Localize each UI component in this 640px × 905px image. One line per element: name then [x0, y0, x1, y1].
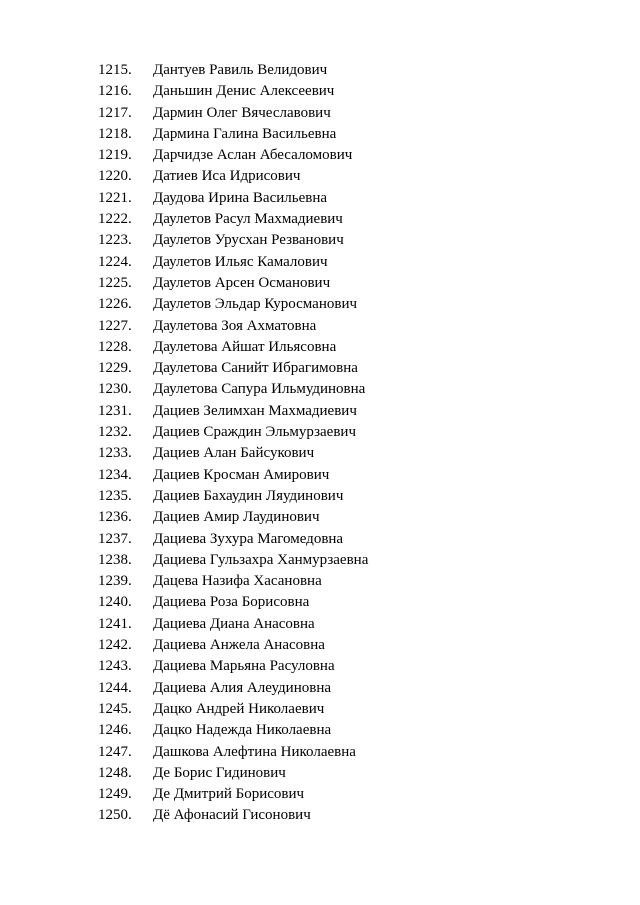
list-item — [98, 316, 368, 337]
list-item — [98, 592, 368, 613]
entry-name: Даулетова Сапура Ильмудиновна — [153, 381, 366, 398]
list-item — [98, 678, 368, 699]
entry-name: Даудова Ирина Васильевна — [153, 189, 328, 206]
entry-number: 1218. — [98, 125, 132, 142]
entry-name: Дациева Диана Анасовна — [153, 615, 315, 632]
list-item — [98, 507, 368, 528]
list-item — [98, 81, 368, 102]
list-item — [98, 401, 368, 422]
list-item — [98, 635, 368, 656]
entry-name: Дациев Зелимхан Махмадиевич — [153, 402, 357, 419]
list-item — [98, 571, 368, 592]
list-item — [98, 486, 368, 507]
entry-name: Дациев Сраждин Эльмурзаевич — [153, 424, 356, 441]
entry-number: 1220. — [98, 168, 132, 185]
list-item — [98, 209, 368, 230]
entry-name: Дацева Назифа Хасановна — [153, 573, 322, 590]
entry-number: 1242. — [98, 637, 132, 654]
entry-name: Дациева Гульзахра Ханмурзаевна — [153, 551, 369, 568]
entry-name: Даулетова Айшат Ильясовна — [153, 338, 337, 355]
entry-name: Даулетов Урусхан Резванович — [153, 232, 344, 249]
entry-number: 1227. — [98, 317, 132, 334]
entry-number: 1231. — [98, 402, 132, 419]
entry-number: 1238. — [98, 551, 132, 568]
list-item — [98, 379, 368, 400]
entry-name: Дациева Анжела Анасовна — [153, 637, 325, 654]
list-item — [98, 103, 368, 124]
entry-number: 1226. — [98, 296, 132, 313]
entry-number: 1249. — [98, 786, 132, 803]
list-item — [98, 337, 368, 358]
entry-number: 1245. — [98, 700, 132, 717]
entry-number: 1221. — [98, 189, 132, 206]
entry-name: Дармин Олег Вячеславович — [153, 104, 331, 121]
list-item — [98, 188, 368, 209]
entry-name: Де Борис Гидинович — [153, 764, 286, 781]
entry-number: 1217. — [98, 104, 132, 121]
entry-number: 1235. — [98, 487, 132, 504]
entry-number: 1228. — [98, 338, 132, 355]
entry-number: 1250. — [98, 807, 132, 824]
entry-name: Дацко Надежда Николаевна — [153, 722, 332, 739]
entry-name: Де Дмитрий Борисович — [153, 786, 305, 803]
entry-name: Дацко Андрей Николаевич — [153, 700, 325, 717]
list-item — [98, 763, 368, 784]
entry-number: 1236. — [98, 509, 132, 526]
entry-name: Дациев Кросман Амирович — [153, 466, 330, 483]
entry-number: 1244. — [98, 679, 132, 696]
list-item — [98, 443, 368, 464]
entry-name: Даулетов Расул Махмадиевич — [153, 211, 343, 228]
entry-number: 1240. — [98, 594, 132, 611]
name-list — [98, 60, 368, 827]
entry-number: 1225. — [98, 274, 132, 291]
entry-number: 1216. — [98, 83, 132, 100]
entry-name: Дантуев Равиль Велидович — [153, 62, 328, 78]
list-item — [98, 550, 368, 571]
list-item — [98, 720, 368, 741]
list-item — [98, 742, 368, 763]
entry-number: 1239. — [98, 573, 132, 590]
entry-number: 1248. — [98, 764, 132, 781]
entry-name: Дашкова Алефтина Николаевна — [153, 743, 356, 760]
entry-number: 1232. — [98, 424, 132, 441]
entry-name: Даньшин Денис Алексеевич — [153, 83, 335, 100]
entry-name: Даулетов Ильяс Камалович — [153, 253, 328, 270]
list-item — [98, 166, 368, 187]
entry-name: Даулетов Эльдар Куросманович — [153, 296, 358, 313]
list-item — [98, 60, 368, 81]
entry-number: 1234. — [98, 466, 132, 483]
entry-name: Датиев Иса Идрисович — [153, 168, 301, 185]
list-item — [98, 805, 368, 826]
entry-number: 1247. — [98, 743, 132, 760]
entry-number: 1241. — [98, 615, 132, 632]
entry-number: 1230. — [98, 381, 132, 398]
entry-number: 1237. — [98, 530, 132, 547]
list-item — [98, 294, 368, 315]
entry-number: 1223. — [98, 232, 132, 249]
list-item — [98, 529, 368, 550]
entry-number: 1243. — [98, 658, 132, 675]
list-item — [98, 230, 368, 251]
list-item — [98, 252, 368, 273]
entry-name: Дарчидзе Аслан Абесаломович — [153, 147, 353, 164]
entry-name: Дациева Зухура Магомедовна — [153, 530, 344, 547]
entry-name: Дациева Марьяна Расуловна — [153, 658, 335, 675]
entry-name: Даулетова Санийт Ибрагимовна — [153, 360, 358, 377]
entry-name: Даулетова Зоя Ахматовна — [153, 317, 317, 334]
list-item — [98, 124, 368, 145]
entry-name: Дациев Бахаудин Ляудинович — [153, 487, 344, 504]
entry-name: Дациева Роза Борисовна — [153, 594, 310, 611]
list-item — [98, 614, 368, 635]
list-item — [98, 656, 368, 677]
list-item — [98, 358, 368, 379]
entry-name: Дациев Амир Лаудинович — [153, 509, 320, 526]
entry-number: 1222. — [98, 211, 132, 228]
entry-name: Дациев Алан Байсукович — [153, 445, 315, 462]
entry-name: Даулетов Арсен Османович — [153, 274, 331, 291]
list-item — [98, 145, 368, 166]
entry-name: Дармина Галина Васильевна — [153, 125, 337, 142]
list-item — [98, 784, 368, 805]
list-item — [98, 699, 368, 720]
list-item — [98, 273, 368, 294]
entry-number: 1233. — [98, 445, 132, 462]
list-item — [98, 422, 368, 443]
entry-number: 1224. — [98, 253, 132, 270]
entry-number: 1246. — [98, 722, 132, 739]
entry-number: 1229. — [98, 360, 132, 377]
list-item — [98, 465, 368, 486]
entry-number: 1215. — [98, 62, 132, 78]
entry-name: Дациева Алия Алеудиновна — [153, 679, 332, 696]
entry-number: 1219. — [98, 147, 132, 164]
entry-name: Дё Афонасий Гисонович — [153, 807, 311, 824]
